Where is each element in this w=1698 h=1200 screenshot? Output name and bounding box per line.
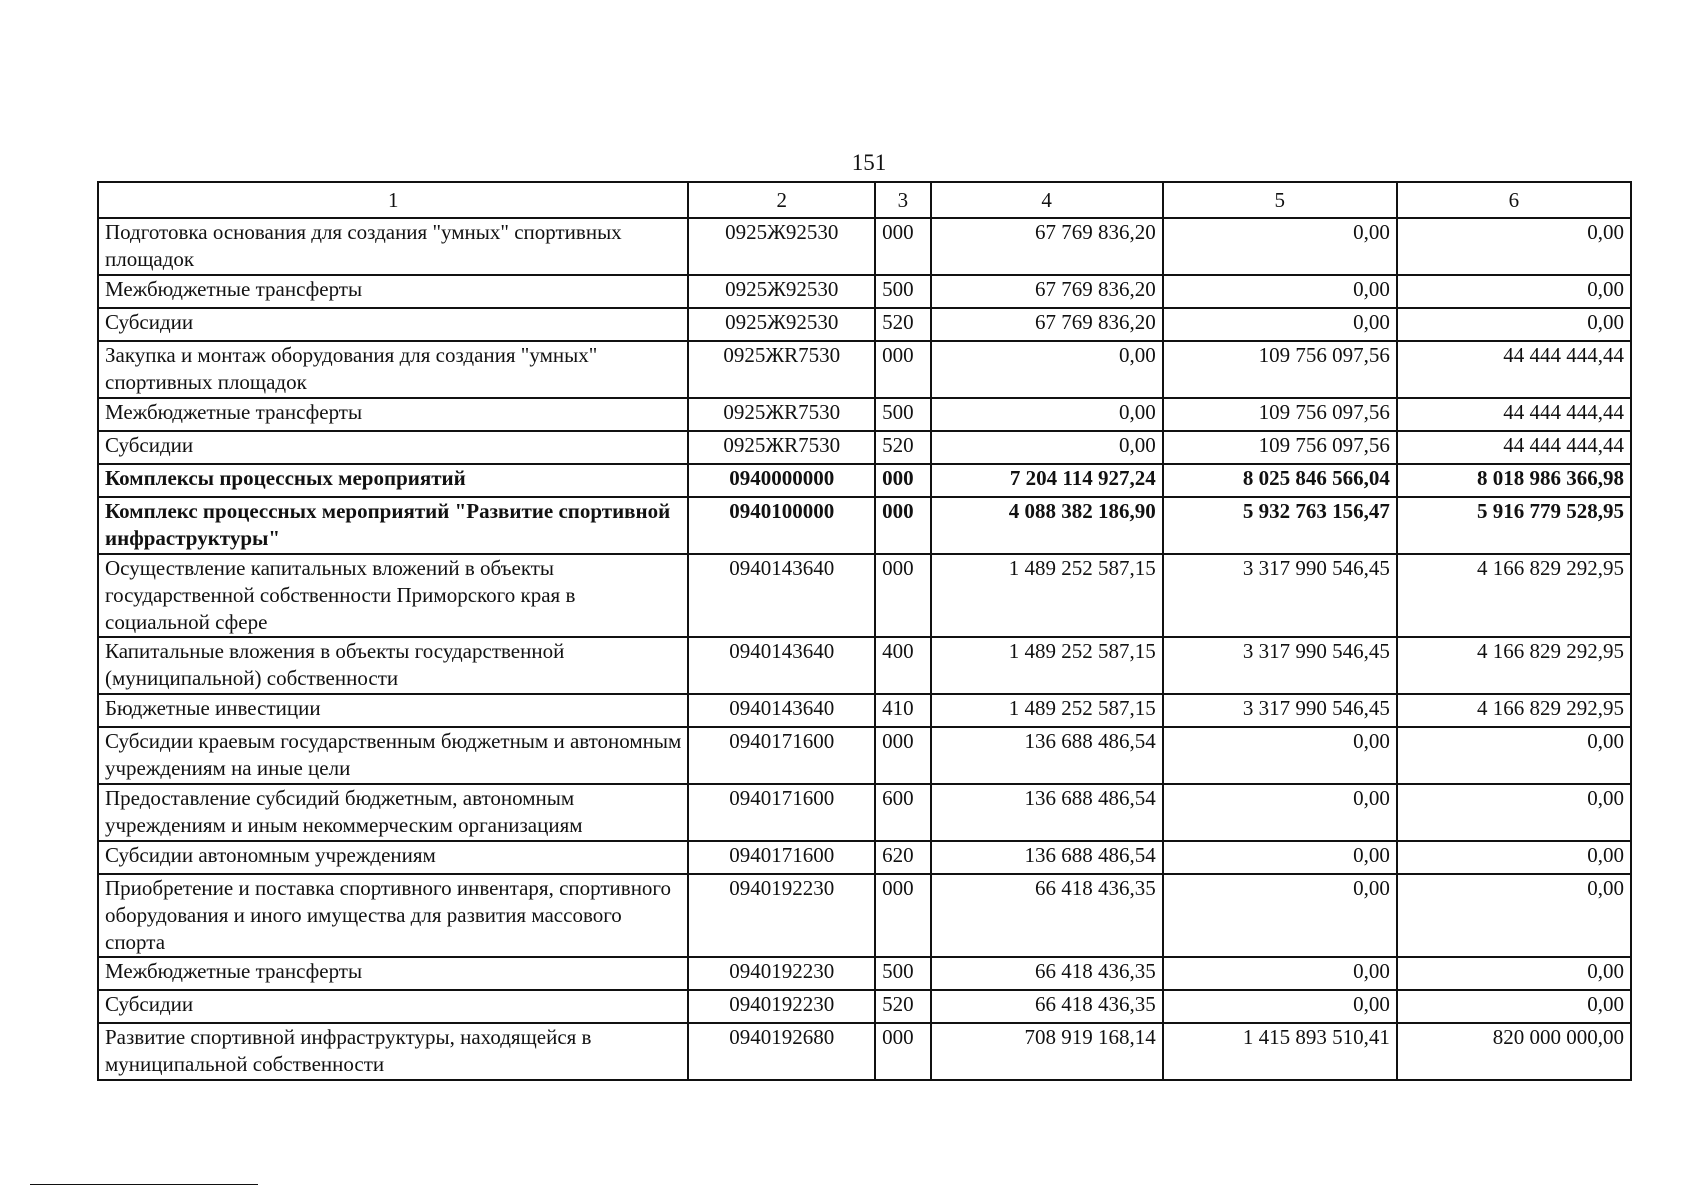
row-name-cell: Субсидии [98, 308, 688, 341]
row-name-cell: Осуществление капитальных вложений в объекты государственной собственности Приморского края в социальной сфере [98, 554, 688, 637]
row-code-cell: 0940171600 [688, 841, 875, 874]
row-name-cell: Субсидии [98, 990, 688, 1023]
row-value-col6: 0,00 [1397, 218, 1631, 275]
row-name-cell: Предоставление субсидий бюджетным, автономным учреждениям и иным некоммерческим организациям [98, 784, 688, 841]
row-vr-cell: 520 [875, 308, 931, 341]
budget-table [97, 181, 1632, 1081]
row-value-col5: 0,00 [1163, 957, 1397, 990]
row-vr-cell: 000 [875, 497, 931, 554]
table-row [98, 554, 1631, 637]
row-name-cell: Межбюджетные трансферты [98, 275, 688, 308]
column-header: 1 [98, 182, 688, 218]
row-value-col4: 0,00 [931, 431, 1163, 464]
row-name-cell: Субсидии [98, 431, 688, 464]
row-vr-cell: 000 [875, 554, 931, 637]
table-row [98, 841, 1631, 874]
row-code-cell: 0940192230 [688, 957, 875, 990]
row-value-col6: 0,00 [1397, 841, 1631, 874]
row-vr-cell: 520 [875, 431, 931, 464]
row-value-col4: 7 204 114 927,24 [931, 464, 1163, 497]
row-vr-cell: 600 [875, 784, 931, 841]
row-name-cell: Бюджетные инвестиции [98, 694, 688, 727]
row-vr-cell: 000 [875, 727, 931, 784]
row-vr-cell: 410 [875, 694, 931, 727]
row-value-col4: 1 489 252 587,15 [931, 637, 1163, 694]
table-row [98, 275, 1631, 308]
row-value-col6: 0,00 [1397, 990, 1631, 1023]
row-value-col6: 0,00 [1397, 308, 1631, 341]
row-value-col6: 44 444 444,44 [1397, 398, 1631, 431]
row-code-cell: 0925Ж92530 [688, 308, 875, 341]
row-value-col4: 0,00 [931, 341, 1163, 398]
row-name-cell: Субсидии краевым государственным бюджетным и автономным учреждениям на иные цели [98, 727, 688, 784]
row-code-cell: 0940143640 [688, 637, 875, 694]
row-value-col5: 109 756 097,56 [1163, 398, 1397, 431]
table-row [98, 431, 1631, 464]
row-value-col6: 8 018 986 366,98 [1397, 464, 1631, 497]
row-value-col6: 4 166 829 292,95 [1397, 554, 1631, 637]
row-code-cell: 0940192230 [688, 874, 875, 957]
page-number: 151 [851, 150, 887, 175]
row-vr-cell: 520 [875, 990, 931, 1023]
row-value-col6: 0,00 [1397, 957, 1631, 990]
row-name-cell: Межбюджетные трансферты [98, 957, 688, 990]
row-code-cell: 0925Ж92530 [688, 275, 875, 308]
column-header: 6 [1397, 182, 1631, 218]
row-value-col4: 0,00 [931, 398, 1163, 431]
row-value-col4: 1 489 252 587,15 [931, 694, 1163, 727]
table-row [98, 637, 1631, 694]
row-value-col5: 0,00 [1163, 308, 1397, 341]
row-vr-cell: 000 [875, 341, 931, 398]
row-value-col5: 0,00 [1163, 218, 1397, 275]
table-row [98, 218, 1631, 275]
row-value-col5: 1 415 893 510,41 [1163, 1023, 1397, 1080]
row-value-col4: 708 919 168,14 [931, 1023, 1163, 1080]
row-value-col5: 109 756 097,56 [1163, 341, 1397, 398]
row-code-cell: 0940171600 [688, 727, 875, 784]
row-value-col5: 0,00 [1163, 727, 1397, 784]
row-vr-cell: 500 [875, 398, 931, 431]
column-header: 5 [1163, 182, 1397, 218]
table-row [98, 497, 1631, 554]
row-name-cell: Закупка и монтаж оборудования для создания "умных" спортивных площадок [98, 341, 688, 398]
table-row [98, 874, 1631, 957]
row-code-cell: 0940192680 [688, 1023, 875, 1080]
table-row [98, 341, 1631, 398]
footnote-divider [30, 1184, 258, 1185]
row-code-cell: 0925Ж92530 [688, 218, 875, 275]
row-code-cell: 0940000000 [688, 464, 875, 497]
row-value-col4: 66 418 436,35 [931, 957, 1163, 990]
row-value-col5: 0,00 [1163, 874, 1397, 957]
row-value-col5: 0,00 [1163, 275, 1397, 308]
row-value-col4: 136 688 486,54 [931, 727, 1163, 784]
row-code-cell: 0940143640 [688, 694, 875, 727]
table-header-row [98, 182, 1631, 218]
row-code-cell: 0940100000 [688, 497, 875, 554]
row-vr-cell: 400 [875, 637, 931, 694]
table-body [98, 218, 1631, 1080]
row-value-col5: 3 317 990 546,45 [1163, 694, 1397, 727]
row-value-col5: 5 932 763 156,47 [1163, 497, 1397, 554]
row-value-col4: 67 769 836,20 [931, 308, 1163, 341]
row-value-col6: 0,00 [1397, 874, 1631, 957]
row-value-col4: 66 418 436,35 [931, 990, 1163, 1023]
row-value-col6: 4 166 829 292,95 [1397, 637, 1631, 694]
row-name-cell: Капитальные вложения в объекты государственной (муниципальной) собственности [98, 637, 688, 694]
row-value-col4: 136 688 486,54 [931, 841, 1163, 874]
row-value-col4: 67 769 836,20 [931, 218, 1163, 275]
row-code-cell: 0925ЖR7530 [688, 398, 875, 431]
row-value-col5: 8 025 846 566,04 [1163, 464, 1397, 497]
row-code-cell: 0925ЖR7530 [688, 431, 875, 464]
row-value-col6: 44 444 444,44 [1397, 341, 1631, 398]
row-vr-cell: 000 [875, 218, 931, 275]
row-name-cell: Межбюджетные трансферты [98, 398, 688, 431]
column-header: 4 [931, 182, 1163, 218]
row-vr-cell: 620 [875, 841, 931, 874]
table-row [98, 727, 1631, 784]
row-name-cell: Развитие спортивной инфраструктуры, находящейся в муниципальной собственности [98, 1023, 688, 1080]
table-row [98, 398, 1631, 431]
row-vr-cell: 000 [875, 1023, 931, 1080]
table-row [98, 308, 1631, 341]
column-header: 2 [688, 182, 875, 218]
row-code-cell: 0940171600 [688, 784, 875, 841]
row-code-cell: 0940143640 [688, 554, 875, 637]
row-name-cell: Приобретение и поставка спортивного инвентаря, спортивного оборудования и иного имущества для развития массового спорта [98, 874, 688, 957]
row-value-col6: 0,00 [1397, 727, 1631, 784]
row-vr-cell: 500 [875, 275, 931, 308]
table-row [98, 957, 1631, 990]
row-value-col5: 0,00 [1163, 784, 1397, 841]
row-value-col5: 109 756 097,56 [1163, 431, 1397, 464]
row-value-col6: 5 916 779 528,95 [1397, 497, 1631, 554]
table-row [98, 694, 1631, 727]
table-row [98, 784, 1631, 841]
table-row [98, 1023, 1631, 1080]
row-vr-cell: 500 [875, 957, 931, 990]
row-value-col4: 1 489 252 587,15 [931, 554, 1163, 637]
row-value-col5: 0,00 [1163, 841, 1397, 874]
row-value-col5: 3 317 990 546,45 [1163, 554, 1397, 637]
column-header: 3 [875, 182, 931, 218]
row-value-col6: 4 166 829 292,95 [1397, 694, 1631, 727]
row-name-cell: Подготовка основания для создания "умных" спортивных площадок [98, 218, 688, 275]
table-row [98, 464, 1631, 497]
row-vr-cell: 000 [875, 874, 931, 957]
row-value-col6: 820 000 000,00 [1397, 1023, 1631, 1080]
row-code-cell: 0940192230 [688, 990, 875, 1023]
row-name-cell: Комплекс процессных мероприятий "Развитие спортивной инфраструктуры" [98, 497, 688, 554]
row-value-col6: 44 444 444,44 [1397, 431, 1631, 464]
row-name-cell: Субсидии автономным учреждениям [98, 841, 688, 874]
row-value-col4: 136 688 486,54 [931, 784, 1163, 841]
table-row [98, 990, 1631, 1023]
row-value-col5: 0,00 [1163, 990, 1397, 1023]
row-value-col4: 67 769 836,20 [931, 275, 1163, 308]
row-value-col6: 0,00 [1397, 275, 1631, 308]
row-code-cell: 0925ЖR7530 [688, 341, 875, 398]
row-value-col5: 3 317 990 546,45 [1163, 637, 1397, 694]
row-name-cell: Комплексы процессных мероприятий [98, 464, 688, 497]
row-vr-cell: 000 [875, 464, 931, 497]
row-value-col6: 0,00 [1397, 784, 1631, 841]
row-value-col4: 66 418 436,35 [931, 874, 1163, 957]
row-value-col4: 4 088 382 186,90 [931, 497, 1163, 554]
